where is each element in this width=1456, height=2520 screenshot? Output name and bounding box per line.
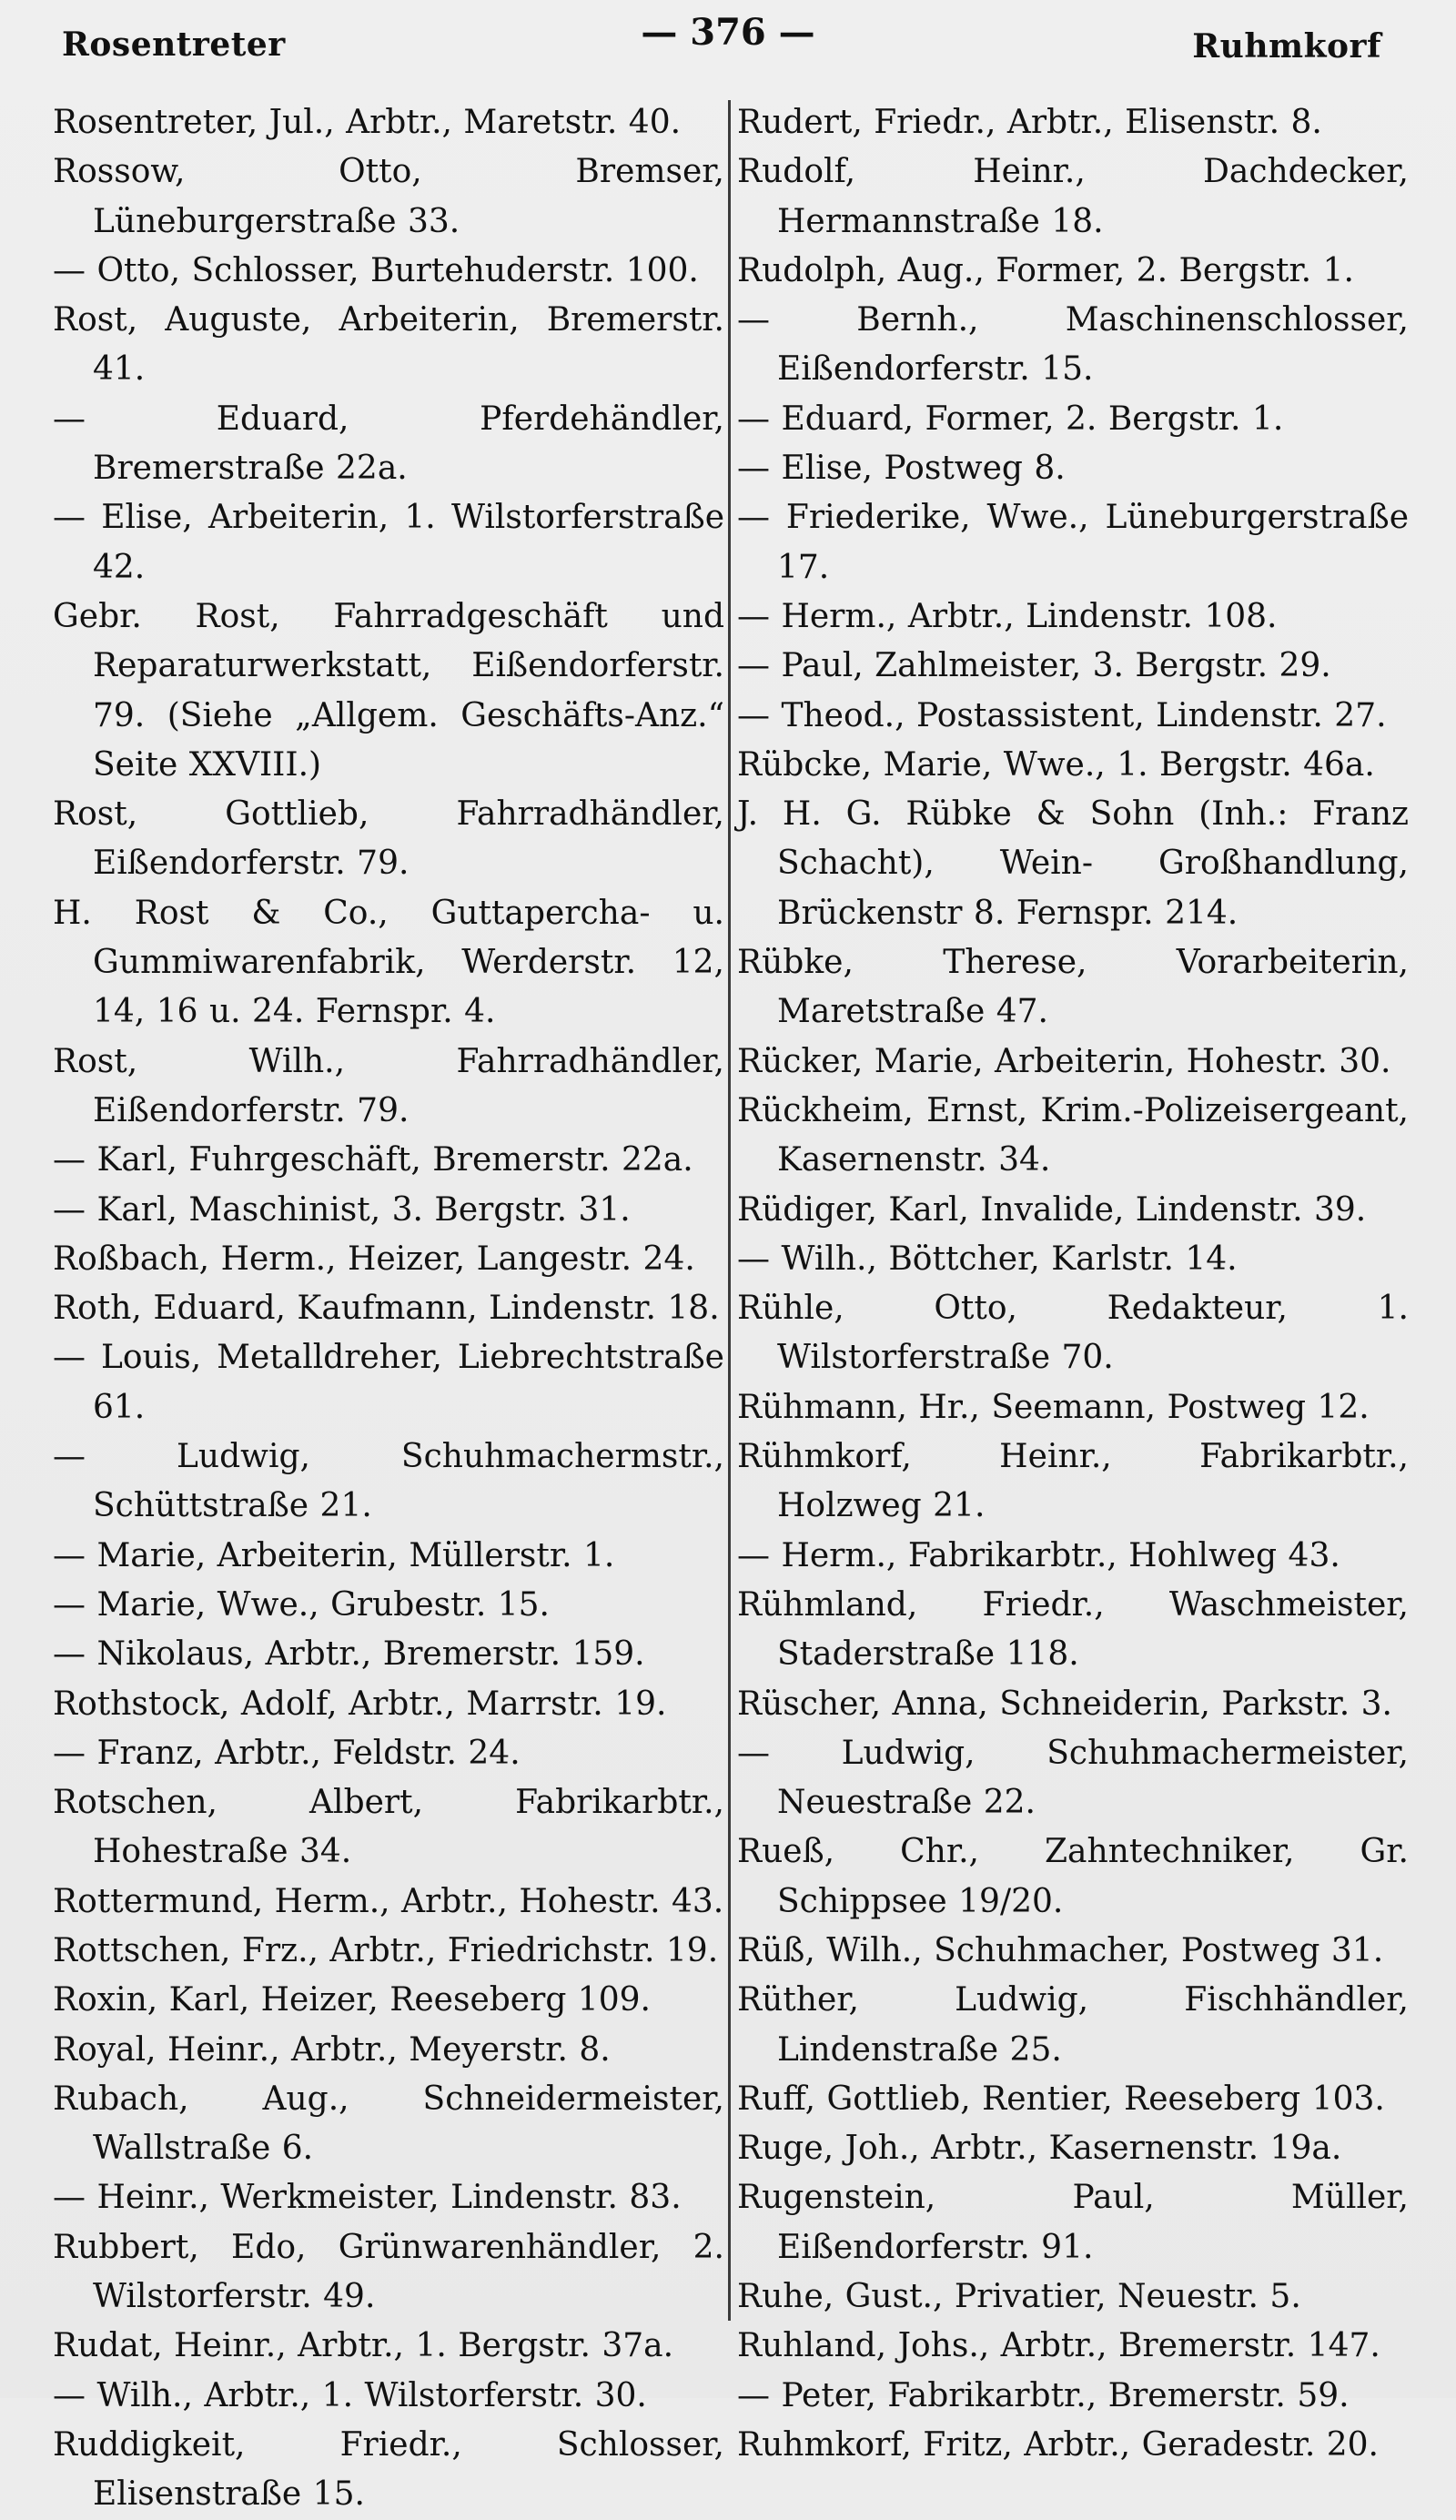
directory-entry: — Elise, Postweg 8.: [737, 450, 1066, 488]
directory-entry: Ruhmkorf, Fritz, Arbtr., Geradestr. 20.: [737, 2425, 1379, 2464]
directory-entry: Rückheim, Ernst, Krim.-Polizeisergeant, Kasernenstr. 34.: [737, 1091, 1409, 1179]
directory-entry: Rosentreter, Jul., Arbtr., Maretstr. 40.: [53, 104, 682, 141]
directory-entry: Rubach, Aug., Schneidermeister, Wallstraße 6.: [53, 2080, 724, 2168]
directory-entry: — Eduard, Former, 2. Bergstr. 1.: [737, 400, 1284, 438]
directory-entry: Rudolf, Heinr., Dachdecker, Hermannstraße 18.: [737, 153, 1409, 240]
header-last-entry: Ruhmkorf: [1192, 27, 1381, 66]
directory-entry: — Karl, Maschinist, 3. Bergstr. 31.: [53, 1190, 631, 1229]
directory-entry: Roßbach, Herm., Heizer, Langestr. 24.: [53, 1240, 695, 1278]
directory-entry: Ruddigkeit, Friedr., Schlosser, Elisenstraße 15.: [53, 2425, 724, 2514]
directory-entry: — Ludwig, Schuhmachermstr., Schüttstraße 21.: [53, 1438, 724, 1525]
directory-entry: Royal, Heinr., Arbtr., Meyerstr. 8.: [53, 2030, 611, 2069]
directory-entry: — Theod., Postassistent, Lindenstr. 27.: [737, 696, 1387, 734]
header-first-entry: Rosentreter: [62, 25, 286, 64]
left-column: [53, 98, 724, 2520]
directory-entry: — Paul, Zahlmeister, 3. Bergstr. 29.: [737, 647, 1331, 685]
directory-entry: — Bernh., Maschinenschlosser, Eißendorferstr. 15.: [737, 301, 1409, 389]
directory-entry: Gebr. Rost, Fahrradgeschäft und Reparaturwerkstatt, Eißendorferstr. 79. (Siehe „Allgem. Geschäfts-Anz.“ Seite XXVIII.): [53, 597, 724, 784]
directory-entry: Rost, Wilh., Fahrradhändler, Eißendorferstr. 79.: [53, 1042, 724, 1129]
directory-entry: Ruff, Gottlieb, Rentier, Reeseberg 103.: [737, 2080, 1385, 2118]
directory-entry: Rüther, Ludwig, Fischhändler, Lindenstraße 25.: [737, 1981, 1409, 2069]
directory-entry: Rudolph, Aug., Former, 2. Bergstr. 1.: [737, 251, 1354, 289]
directory-entry: Rudat, Heinr., Arbtr., 1. Bergstr. 37a.: [53, 2327, 674, 2365]
directory-entry: Rottermund, Herm., Arbtr., Hohestr. 43.: [53, 1882, 724, 1920]
right-column: [737, 98, 1409, 2470]
directory-entry: — Eduard, Pferdehändler, Bremerstraße 22a.: [53, 400, 724, 488]
directory-entry: — Herm., Arbtr., Lindenstr. 108.: [737, 597, 1278, 635]
directory-entry: — Nikolaus, Arbtr., Bremerstr. 159.: [53, 1635, 645, 1674]
directory-entry: Rühle, Otto, Redakteur, 1. Wilstorferstraße 70.: [737, 1290, 1409, 1377]
page-number: — 376 —: [641, 11, 815, 54]
directory-entry: — Wilh., Böttcher, Karlstr. 14.: [737, 1240, 1238, 1278]
directory-entry: Rost, Gottlieb, Fahrradhändler, Eißendorferstr. 79.: [53, 795, 724, 883]
directory-entry: Rottschen, Frz., Arbtr., Friedrichstr. 19.: [53, 1931, 719, 1969]
directory-entry: — Karl, Fuhrgeschäft, Bremerstr. 22a.: [53, 1141, 693, 1179]
directory-entry: Ruhland, Johs., Arbtr., Bremerstr. 147.: [737, 2327, 1380, 2365]
directory-entry: — Elise, Arbeiterin, 1. Wilstorferstraße 42.: [53, 499, 724, 586]
directory-entry: Rueß, Chr., Zahntechniker, Gr. Schippsee 19/20.: [737, 1833, 1409, 1920]
directory-entry: Rübke, Therese, Vorarbeiterin, Maretstraße 47.: [737, 944, 1409, 1031]
directory-entry: Rücker, Marie, Arbeiterin, Hohestr. 30.: [737, 1042, 1391, 1080]
directory-entry: Ruhe, Gust., Privatier, Neuestr. 5.: [737, 2278, 1301, 2316]
column-divider: [728, 100, 731, 2321]
directory-entry: — Wilh., Arbtr., 1. Wilstorferstr. 30.: [53, 2376, 647, 2414]
page-header: [0, 0, 1456, 91]
directory-entry: Roxin, Karl, Heizer, Reeseberg 109.: [53, 1981, 651, 2019]
directory-entry: Ruge, Joh., Arbtr., Kasernenstr. 19a.: [737, 2130, 1342, 2168]
directory-entry: — Heinr., Werkmeister, Lindenstr. 83.: [53, 2179, 682, 2217]
directory-entry: — Otto, Schlosser, Burtehuderstr. 100.: [53, 251, 699, 289]
directory-entry: — Marie, Wwe., Grubestr. 15.: [53, 1585, 550, 1624]
directory-entry: — Marie, Arbeiterin, Müllerstr. 1.: [53, 1536, 615, 1574]
directory-entry: Rugenstein, Paul, Müller, Eißendorferstr. 91.: [737, 2179, 1409, 2266]
directory-entry: Rotschen, Albert, Fabrikarbtr., Hohestraße 34.: [53, 1784, 724, 1871]
directory-entry: Roth, Eduard, Kaufmann, Lindenstr. 18.: [53, 1290, 720, 1328]
directory-entry: Rübcke, Marie, Wwe., 1. Bergstr. 46a.: [737, 745, 1375, 784]
directory-entry: Rühmland, Friedr., Waschmeister, Staderstraße 118.: [737, 1585, 1409, 1674]
directory-entry: — Ludwig, Schuhmachermeister, Neuestraße 22.: [737, 1734, 1409, 1822]
directory-entry: — Peter, Fabrikarbtr., Bremerstr. 59.: [737, 2376, 1350, 2414]
directory-entry: Rubbert, Edo, Grünwarenhändler, 2. Wilstorferstr. 49.: [53, 2228, 724, 2316]
directory-entry: — Franz, Arbtr., Feldstr. 24.: [53, 1734, 521, 1772]
directory-entry: J. H. G. Rübke & Sohn (Inh.: Franz Schacht), Wein- Großhandlung, Brückenstr 8. Fernspr. 214.: [737, 795, 1409, 932]
directory-entry: Rost, Auguste, Arbeiterin, Bremerstr. 41.: [53, 301, 724, 389]
directory-entry: H. Rost & Co., Guttapercha- u. Gummiwarenfabrik, Werderstr. 12, 14, 16 u. 24. Fernspr. 4.: [53, 894, 724, 1031]
directory-entry: Rüscher, Anna, Schneiderin, Parkstr. 3.: [737, 1685, 1392, 1723]
directory-entry: — Friederike, Wwe., Lüneburgerstraße 17.: [737, 499, 1409, 586]
directory-entry: Rühmkorf, Heinr., Fabrikarbtr., Holzweg 21.: [737, 1438, 1409, 1525]
directory-entry: Rothstock, Adolf, Arbtr., Marrstr. 19.: [53, 1685, 667, 1723]
directory-entry: — Herm., Fabrikarbtr., Hohlweg 43.: [737, 1536, 1340, 1574]
directory-entry: Rossow, Otto, Bremser, Lüneburgerstraße 33.: [53, 153, 724, 240]
directory-entry: Rühmann, Hr., Seemann, Postweg 12.: [737, 1388, 1370, 1426]
directory-entry: — Louis, Metalldreher, Liebrechtstraße 61.: [53, 1339, 724, 1426]
directory-entry: Rudert, Friedr., Arbtr., Elisenstr. 8.: [737, 104, 1322, 141]
directory-entry: Rüdiger, Karl, Invalide, Lindenstr. 39.: [737, 1190, 1367, 1229]
directory-entry: Rüß, Wilh., Schuhmacher, Postweg 31.: [737, 1931, 1384, 1969]
